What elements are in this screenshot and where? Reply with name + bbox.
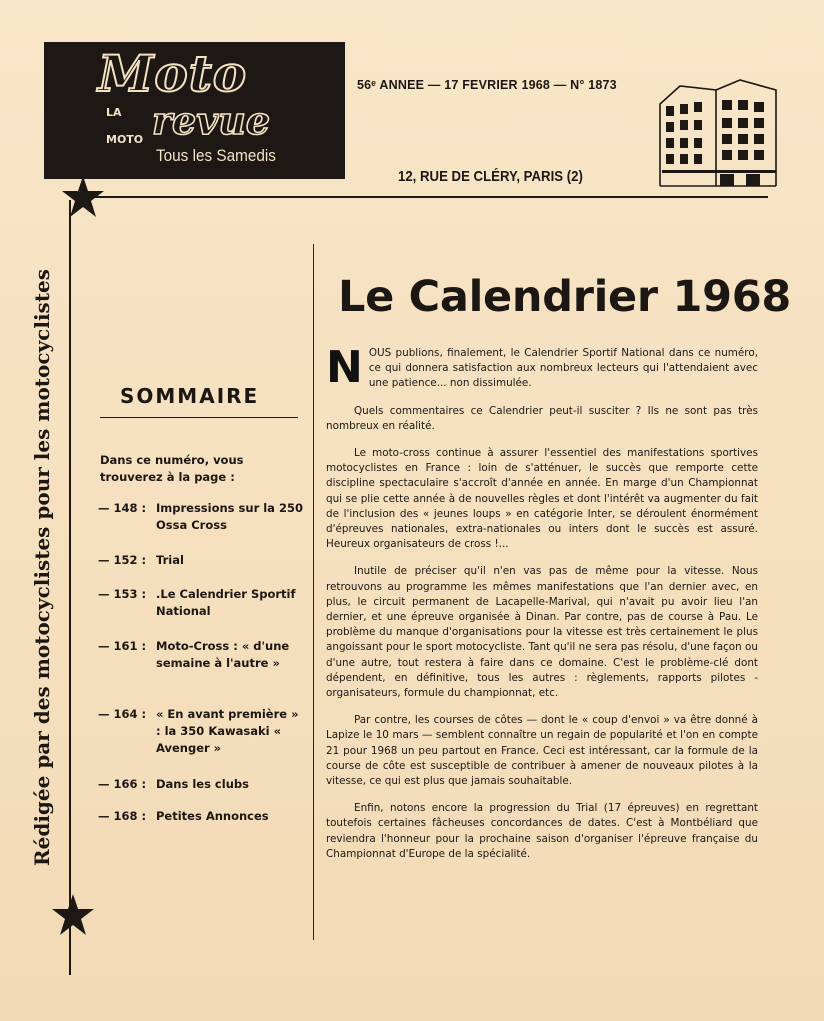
issue-info: 56ᵉ ANNEE — 17 FEVRIER 1968 — N° 1873: [357, 78, 617, 92]
toc-entry-title: Impressions sur la 250 Ossa Cross: [156, 501, 303, 532]
masthead-tagline: Tous les Samedis: [156, 146, 276, 165]
logo-revue: revue: [152, 98, 271, 143]
article-body: [326, 342, 758, 874]
left-margin-rule: [69, 200, 71, 975]
logo-moto: Moto: [98, 44, 248, 103]
article-paragraph: Inutile de préciser qu'il n'en vas pas de même pour la vitesse. Nous retrouvons au programme les mêmes manifestations que l'an dernier avec, en plus, le circuit permanent de Lacapelle-Marival, qui n'avait pu avoir lieu l'an dernier, et une épreuve organisée à Dinan. Par contre, pas de course à Pau. Le problème du manque d'organisations pour la vitesse est très certainement le plus angoissant pour le sport motocycliste. Tant qu'il ne sera pas résolu, d'une façon ou d'une autre, tout restera à faire dans ce domaine. C'est le problème-clé dont dépendent, en définitive, tous les autres : règlements, rapports pilotes - organisateurs, formule du championnat, etc.: [326, 565, 758, 700]
toc-page-number: — 148 :: [98, 501, 147, 515]
star-ornament-icon: [50, 892, 96, 938]
article-paragraph: [326, 342, 758, 393]
article-paragraph: Quels commentaires ce Calendrier peut-il susciter ? Ils ne sont pas très nombreux en réalité.: [326, 404, 758, 432]
toc-entry-title: « En avant première » : la 350 Kawasaki « Avenger »: [156, 707, 299, 755]
drop-cap: N: [326, 342, 363, 393]
article-paragraph: Le moto-cross continue à assurer l'essentiel des manifestations sportives motocyclistes en France : loin de s'atténuer, le succès que remporte cette discipline spectaculaire s'accroît d'année en année. En marge d'un Championnat qui se plie cette année à de nouvelles règles et dont l'intérêt va augmenter du fait de l'inclusion des « jeunes loups » en catégorie Inter, se déroulent énormément d'épreuves nationales, extra-nationales ou inters dont le succès est assuré. Heureux organisateurs de cross !...: [326, 447, 758, 551]
sommaire-intro: Dans ce numéro, vous trouverez à la page :: [100, 453, 244, 484]
toc-page-number: — 153 :: [98, 587, 147, 601]
article-paragraph: Par contre, les courses de côtes — dont le « coup d'envoi » va être donné à Lapize le 10 mars — semblent connaître un regain de popularité et l'on en compte 21 pour 1968 un peu partout en France. Ceci est intéressant, car la formule de la course de côte est susceptible de contribuer à amener de nouveaux pilotes à la vitesse, ce qui est plus que jamais souhaitable.: [326, 714, 758, 788]
toc-page-number: — 152 :: [98, 553, 147, 567]
logo-la: LA: [106, 106, 122, 119]
logo-moto-small: MOTO: [106, 133, 144, 146]
toc-entry-title: Dans les clubs: [156, 777, 249, 791]
sommaire-title: SOMMAIRE: [120, 384, 260, 408]
building-illustration-icon: [656, 76, 784, 188]
masthead-logo-block: [44, 42, 345, 179]
toc-entry-title: Petites Annonces: [156, 809, 269, 823]
article-title: Le Calendrier 1968: [338, 272, 791, 322]
article-paragraph: Enfin, notons encore la progression du Trial (17 épreuves) en regrettant toutefois certaines fâcheuses concordances de dates. C'est à Montbéliard que reviendra l'honneur pour la prochaine saison d'organiser l'épreuve française du Championnat d'Europe de la spécialité.: [326, 802, 758, 860]
toc-page-number: — 168 :: [98, 809, 147, 823]
toc-page-number: — 161 :: [98, 639, 147, 653]
star-ornament-icon: [60, 174, 106, 220]
toc-entry-title: .Le Calendrier Sportif National: [156, 587, 296, 618]
toc-page-number: — 164 :: [98, 707, 147, 721]
toc-entry-title: Moto-Cross : « d'une semaine à l'autre »: [156, 639, 290, 670]
publisher-address: 12, RUE DE CLÉRY, PARIS (2): [398, 168, 583, 185]
header-divider: [82, 196, 768, 198]
sommaire-underline: [100, 417, 298, 418]
toc-entry-title: Trial: [156, 553, 184, 567]
toc-page-number: — 166 :: [98, 777, 147, 791]
column-divider: [313, 244, 314, 940]
article-paragraph-text: OUS publions, finalement, le Calendrier Sportif National dans ce numéro, ce qui donnera satisfaction aux nombreux lecteurs qui l'attendaient avec une patience... non dissimulée.: [368, 347, 758, 390]
vertical-slogan: Rédigée par des motocyclistes pour les motocyclistes: [30, 268, 54, 866]
